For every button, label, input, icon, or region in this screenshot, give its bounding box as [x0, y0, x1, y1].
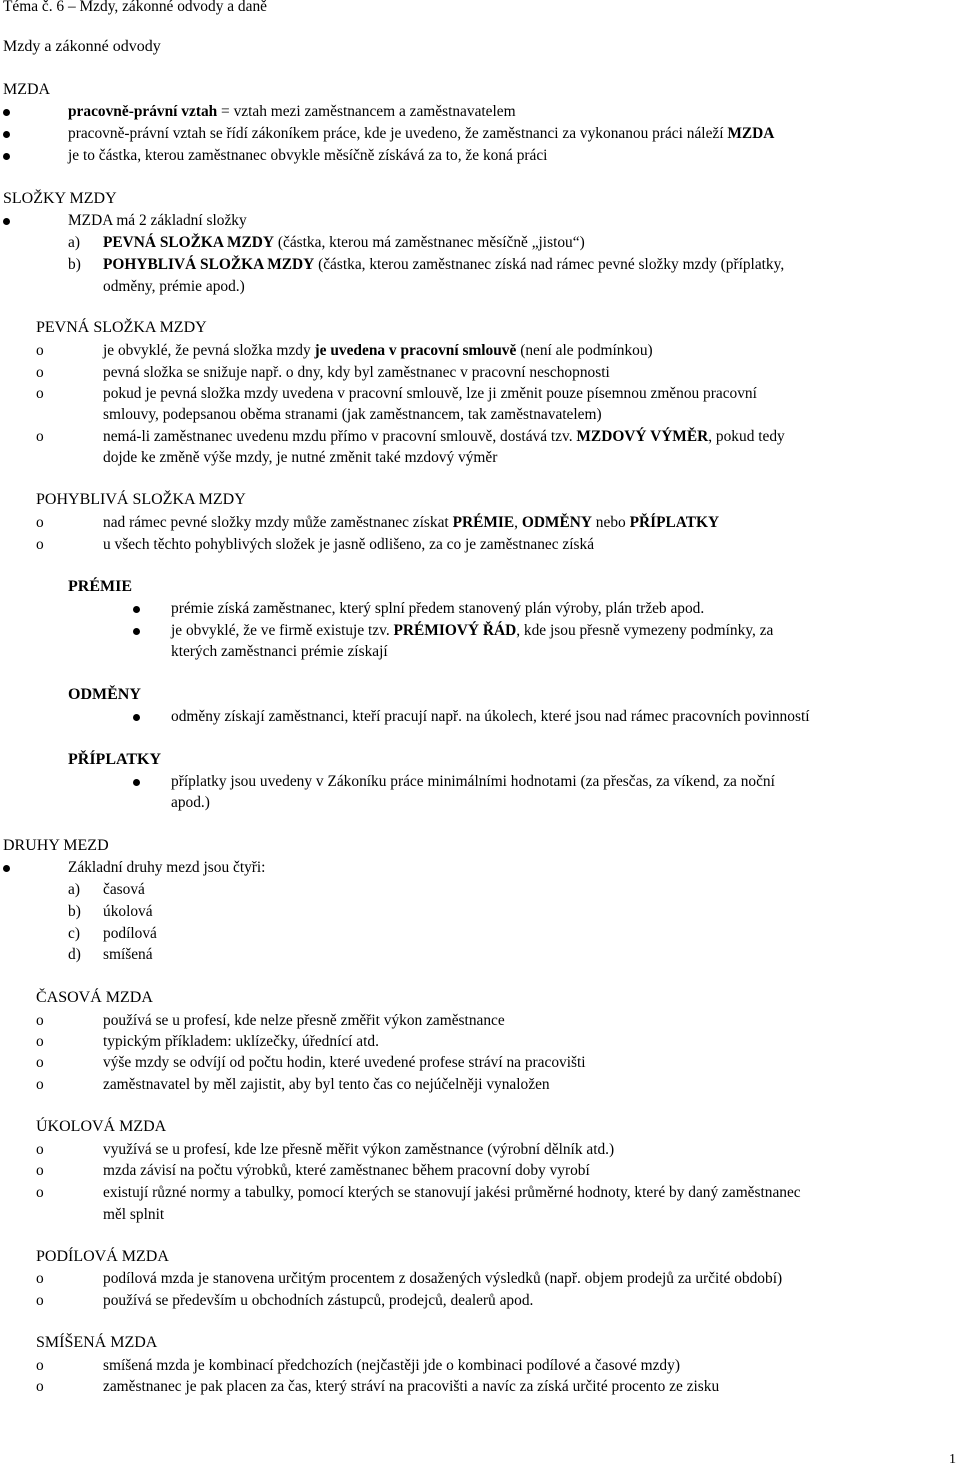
section-title-premie: PRÉMIE: [68, 578, 132, 595]
casova-item-3: výše mzdy se odvíjí od počtu hodin, které uvedené profese stráví na pracovišti: [103, 1054, 586, 1071]
slozky-item-b: [103, 255, 784, 275]
term-priplatky: PŘÍPLATKY: [629, 514, 720, 531]
mzda-bullet-2: [68, 124, 774, 144]
term-odmeny: ODMĚNY: [521, 514, 592, 531]
slozky-item-a: [103, 233, 585, 253]
list-marker: c): [68, 925, 80, 942]
circle-bullet-icon: o: [36, 1012, 44, 1029]
ukolova-item-1: využívá se u profesí, kde lze přesně měřit výkon zaměstnance (výrobní dělník atd.): [103, 1141, 615, 1158]
slozky-item-b-cont: odměny, prémie apod.): [103, 278, 245, 295]
circle-bullet-icon: o: [36, 1270, 44, 1287]
mzda-bullet-1: [68, 102, 516, 122]
ukolova-item-2: mzda závisí na počtu výrobků, které zaměstnanec během pracovní doby vyrobí: [103, 1162, 590, 1179]
bullet-icon: [3, 153, 10, 160]
term-pracovne-pravni-vztah: pracovně-právní vztah: [68, 103, 218, 120]
page-number: 1: [949, 1452, 956, 1467]
term-premie: PRÉMIE: [452, 514, 515, 531]
premie-item-2-text: je obvyklé, že ve firmě existuje tzv.: [171, 622, 394, 639]
section-title-druhy: DRUHY MEZD: [3, 837, 109, 854]
section-title-pevna: PEVNÁ SLOŽKA MZDY: [36, 319, 207, 336]
document-header: Téma č. 6 – Mzdy, zákonné odvody a daně: [3, 0, 267, 15]
bullet-icon: [133, 714, 140, 721]
section-title-smisena: SMÍŠENÁ MZDA: [36, 1334, 158, 1351]
pevna-item-4-post: , pokud tedy: [708, 428, 785, 445]
pohybliva-item-1-text: nad rámec pevné složky mzdy může zaměstnanec získat: [103, 514, 453, 531]
circle-bullet-icon: o: [36, 1054, 44, 1071]
bullet-icon: [3, 865, 10, 872]
section-title-mzda: MZDA: [3, 81, 51, 98]
circle-bullet-icon: o: [36, 1033, 44, 1050]
circle-bullet-icon: o: [36, 385, 44, 402]
term-mzdovy-vymer: MZDOVÝ VÝMĚR: [576, 428, 709, 445]
list-marker: b): [68, 903, 81, 920]
druhy-intro: Základní druhy mezd jsou čtyři:: [68, 859, 266, 876]
premie-item-2-cont: kterých zaměstnanci prémie získají: [171, 643, 388, 660]
ukolova-item-3-cont: měl splnit: [103, 1206, 165, 1223]
pevna-item-1-post: (není ale podmínkou): [516, 342, 653, 359]
priplatky-item-1-cont: apod.): [171, 794, 210, 811]
pevna-item-1: [103, 341, 653, 361]
bullet-icon: [133, 606, 140, 613]
smisena-item-2: zaměstnanec je pak placen za čas, který stráví na pracovišti a navíc za získá určité procento ze zisku: [103, 1378, 720, 1395]
term-pohybliva-slozka: POHYBLIVÁ SLOŽKA MZDY: [103, 256, 315, 273]
section-title-pohybliva: POHYBLIVÁ SLOŽKA MZDY: [36, 491, 246, 508]
separator: ,: [514, 514, 522, 531]
premie-item-2-post: , kde jsou přesně vymezeny podmínky, za: [516, 622, 774, 639]
premie-item-2: [171, 621, 773, 641]
pohybliva-item-2: u všech těchto pohyblivých složek je jasně odlišeno, za co je zaměstnanec získá: [103, 536, 595, 553]
slozky-item-b-text: (částka, kterou zaměstnanec získá nad rámec pevné složky mzdy (příplatky,: [314, 256, 785, 273]
list-marker: b): [68, 256, 81, 273]
bullet-icon: [3, 109, 10, 116]
podilova-item-1: podílová mzda je stanovena určitým procentem z dosažených výsledků (např. objem prodejů za určité období): [103, 1270, 783, 1287]
pevna-item-2: pevná složka se snižuje např. o dny, kdy byl zaměstnanec v pracovní neschopnosti: [103, 364, 610, 381]
casova-item-2: typickým příkladem: uklízečky, úřednící atd.: [103, 1033, 379, 1050]
pohybliva-item-1: [103, 513, 719, 533]
priplatky-item-1: příplatky jsou uvedeny v Zákoníku práce minimálními hodnotami (za přesčas, za víkend, za noční: [171, 773, 775, 790]
smisena-item-1: smíšená mzda je kombinací předchozích (nejčastěji jde o kombinaci podílové a časové mzdy): [103, 1357, 680, 1374]
list-marker: a): [68, 234, 80, 251]
pevna-item-4: [103, 427, 785, 447]
circle-bullet-icon: o: [36, 536, 44, 553]
pevna-item-1-text: je obvyklé, že pevná složka mzdy: [103, 342, 315, 359]
document-subtitle: Mzdy a zákonné odvody: [3, 38, 161, 55]
bullet-icon: [133, 779, 140, 786]
bullet-icon: [3, 218, 10, 225]
bullet-icon: [3, 131, 10, 138]
pevna-item-4-text: nemá-li zaměstnanec uvedenu mzdu přímo v pracovní smlouvě, dostává tzv.: [103, 428, 577, 445]
druhy-item: podílová: [103, 925, 157, 942]
list-marker: d): [68, 946, 81, 963]
circle-bullet-icon: o: [36, 1184, 44, 1201]
pevna-item-4-cont: dojde ke změně výše mzdy, je nutné změnit také mzdový výměr: [103, 449, 498, 466]
circle-bullet-icon: o: [36, 428, 44, 445]
circle-bullet-icon: o: [36, 1076, 44, 1093]
section-title-podilova: PODÍLOVÁ MZDA: [36, 1248, 169, 1265]
pevna-item-3-cont: smlouvy, podepsanou oběma stranami (jak zaměstnancem, tak zaměstnavatelem): [103, 406, 602, 423]
mzda-bullet-2-text: pracovně-právní vztah se řídí zákoníkem práce, kde je uvedeno, že zaměstnanci za vykonanou práci náleží: [68, 125, 728, 142]
premie-item-1: prémie získá zaměstnanec, který splní předem stanovený plán výroby, plán tržeb apod.: [171, 600, 705, 617]
term-pevna-slozka: PEVNÁ SLOŽKA MZDY: [103, 234, 275, 251]
ukolova-item-3: existují různé normy a tabulky, pomocí kterých se stanovují jakési průměrné hodnoty, které by daný zaměstnanec: [103, 1184, 801, 1201]
druhy-item: úkolová: [103, 903, 153, 920]
section-title-odmeny: ODMĚNY: [68, 686, 141, 703]
bullet-icon: [133, 628, 140, 635]
list-marker: a): [68, 881, 80, 898]
druhy-item: časová: [103, 881, 145, 898]
section-title-slozky: SLOŽKY MZDY: [3, 190, 117, 207]
circle-bullet-icon: o: [36, 342, 44, 359]
section-title-ukolova: ÚKOLOVÁ MZDA: [36, 1118, 167, 1135]
mzda-bullet-3: je to částka, kterou zaměstnanec obvykle měsíčně získává za to, že koná práci: [68, 147, 548, 164]
circle-bullet-icon: o: [36, 1162, 44, 1179]
circle-bullet-icon: o: [36, 1141, 44, 1158]
circle-bullet-icon: o: [36, 514, 44, 531]
podilova-item-2: používá se především u obchodních zástupců, prodejců, dealerů apod.: [103, 1292, 534, 1309]
slozky-intro: MZDA má 2 základní složky: [68, 212, 247, 229]
section-title-casova: ČASOVÁ MZDA: [36, 989, 153, 1006]
mzda-bullet-1-text: = vztah mezi zaměstnancem a zaměstnavatelem: [217, 103, 516, 120]
casova-item-1: používá se u profesí, kde nelze přesně změřit výkon zaměstnance: [103, 1012, 505, 1029]
circle-bullet-icon: o: [36, 1378, 44, 1395]
circle-bullet-icon: o: [36, 1292, 44, 1309]
conjunction: nebo: [591, 514, 630, 531]
casova-item-4: zaměstnavatel by měl zajistit, aby byl tento čas co nejúčelněji vynaložen: [103, 1076, 550, 1093]
druhy-item: smíšená: [103, 946, 153, 963]
circle-bullet-icon: o: [36, 364, 44, 381]
term-mzda: MZDA: [727, 125, 775, 142]
odmeny-item-1: odměny získají zaměstnanci, kteří pracují např. na úkolech, které jsou nad rámec pracovních povinností: [171, 708, 810, 725]
slozky-item-a-text: (částka, kterou má zaměstnanec měsíčně „jistou“): [274, 234, 585, 251]
circle-bullet-icon: o: [36, 1357, 44, 1374]
section-title-priplatky: PŘÍPLATKY: [68, 751, 162, 768]
term-premiovy-rad: PRÉMIOVÝ ŘÁD: [393, 622, 517, 639]
pevna-item-1-bold: je uvedena v pracovní smlouvě: [314, 342, 517, 359]
pevna-item-3: pokud je pevná složka mzdy uvedena v pracovní smlouvě, lze ji změnit pouze písemnou změnou pracovní: [103, 385, 757, 402]
